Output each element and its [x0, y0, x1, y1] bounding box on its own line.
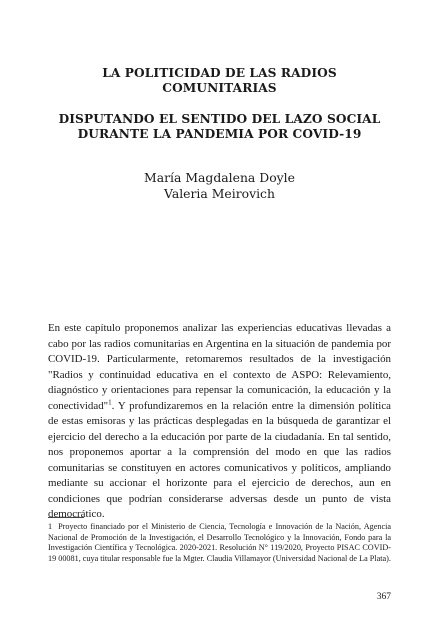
footnote	[48, 522, 391, 564]
paragraph-text-continued: . Y profundizaremos en la relación entre la dimensión política de estas emisoras y las prácticas desplegadas en la búsqueda de garantizar el ejercicio del derecho a la educación por parte de la ciudadanía. En tal sentido, nos proponemos aportar a la comprensión del modo en que las radios comunitarias se constituyen en actores comunicativos y políticos, ampliando mediante su accionar el horizonte para el ejercicio de derechos, aun en condiciones que podrían considerarse adversas desde un punto de vista democrático.	[48, 399, 391, 520]
paragraph-text: En este capítulo proponemos analizar las experiencias educativas llevadas a cabo por las radios comunitarias en Argentina en la situación de pandemia por COVID-19. Particularmente, retomaremos resultados de la investigación "Radios y continuidad educativa en el contexto de ASPO: Relevamiento, diagnóstico y orientaciones para repensar la comunicación, la educación y la conectividad"	[48, 322, 391, 412]
chapter-subtitle: DISPUTANDO EL SENTIDO DEL LAZO SOCIAL DURANTE LA PANDEMIA POR COVID-19	[58, 112, 381, 141]
chapter-title: LA POLITICIDAD DE LAS RADIOS COMUNITARIAS	[102, 66, 337, 95]
page-number: 367	[376, 592, 391, 602]
footnote-text: Proyecto financiado por el Ministerio de Ciencia, Tecnología e Innovación de la Nación, Agencia Nacional de Promoción de la Investigación, el Desarrollo Tecnológico y la Innovación, Fondo para la Investigación Científica y Tecnológica. 2020-2021. Resolución N° 119/2020, Proyecto PISAC COVID-19 00081, cuya titular responsable fue la Mgter. Claudia Villamayor (Universidad Nacional de La Plata).	[48, 522, 391, 563]
author-name: Valeria Meirovich	[164, 186, 275, 201]
footnote-divider	[48, 517, 84, 518]
footnote-number: 1	[48, 522, 53, 531]
author-name: María Magdalena Doyle	[144, 170, 295, 185]
footnote-reference: 1	[108, 397, 112, 406]
author-list	[48, 170, 391, 202]
body-paragraph	[48, 321, 391, 523]
paragraph	[48, 321, 391, 523]
